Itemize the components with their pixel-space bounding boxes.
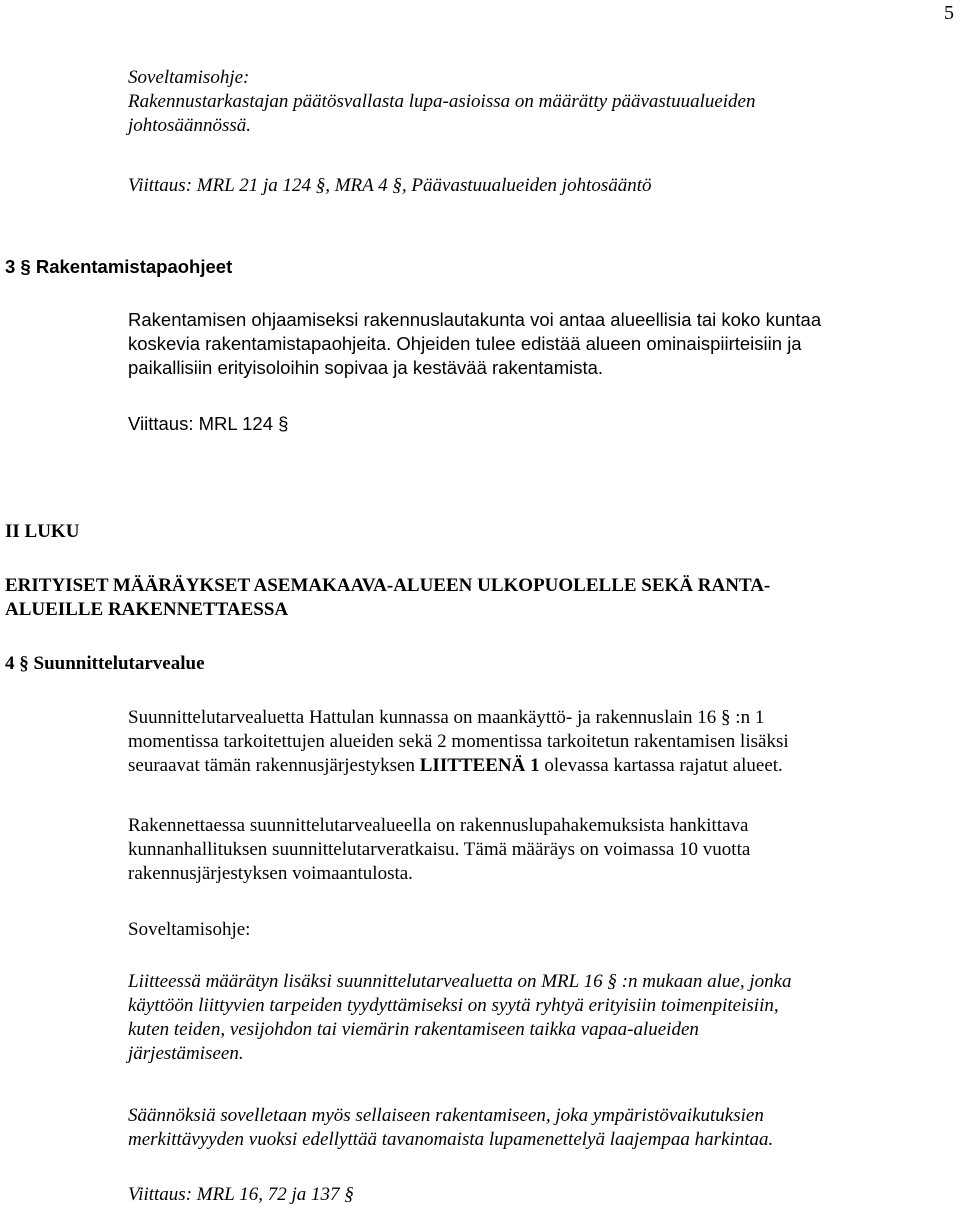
paragraph-line: Suunnittelutarvealuetta Hattulan kunnassa on maankäyttö- ja rakennuslain 16 § :n 1 <box>128 707 765 728</box>
paragraph-line: koskevia rakentamistapaohjeita. Ohjeiden tulee edistää alueen ominaispiirteisiin ja <box>128 333 802 354</box>
paragraph-line: järjestämiseen. <box>128 1043 244 1064</box>
application-note-line: johtosäännössä. <box>128 115 251 136</box>
paragraph-line: paikallisiin erityisoloihin sopivaa ja kestävää rakentamista. <box>128 357 604 378</box>
paragraph-line: käyttöön liittyvien tarpeiden tyydyttämiseksi on syytä ryhtyä erityisiin toimenpiteisiin, <box>128 995 779 1016</box>
reference-1: Viittaus: MRL 21 ja 124 §, MRA 4 §, Päävastuualueiden johtosääntö <box>128 175 652 196</box>
paragraph-line: rakennusjärjestyksen voimaantulosta. <box>128 863 413 884</box>
paragraph-line: Säännöksiä sovelletaan myös sellaiseen rakentamiseen, joka ympäristövaikutuksien <box>128 1105 764 1126</box>
section-heading-3: 3 § Rakentamistapaohjeet <box>5 256 233 277</box>
permit-paragraph <box>128 814 948 886</box>
application-note-label: Soveltamisohje: <box>128 67 250 88</box>
application-note-2-label: Soveltamisohje: <box>128 919 251 940</box>
paragraph-line: kuten teiden, vesijohdon tai viemärin rakentamiseen taikka vapaa-alueiden <box>128 1019 699 1040</box>
application-note-1 <box>128 66 948 138</box>
chapter-title: ERITYISET MÄÄRÄYKSET ASEMAKAAVA-ALUEEN ULKOPUOLELLE SEKÄ RANTA- ALUEILLE RAKENNETTAESSA <box>5 575 771 620</box>
paragraph-line: Liitteessä määrätyn lisäksi suunnittelutarvealuetta on MRL 16 § :n mukaan alue, jonka <box>128 971 792 992</box>
application-note-line: Rakennustarkastajan päätösvallasta lupa-asioissa on määrätty päävastuualueiden <box>128 91 756 112</box>
regulations-paragraph <box>128 1104 948 1152</box>
planning-area-paragraph <box>128 706 948 778</box>
paragraph-line: Rakennettaessa suunnittelutarvealueella on rakennuslupahakemuksista hankittava <box>128 815 749 836</box>
reference-2: Viittaus: MRL 124 § <box>128 413 289 434</box>
paragraph-line: kunnanhallituksen suunnittelutarveratkaisu. Tämä määräys on voimassa 10 vuotta <box>128 839 751 860</box>
reference-3: Viittaus: MRL 16, 72 ja 137 § <box>128 1184 354 1205</box>
appendix-note-paragraph <box>128 970 948 1066</box>
paragraph-line: momentissa tarkoitettujen alueiden sekä 2 momentissa tarkoitetun rakentamisen lisäksi <box>128 731 789 752</box>
paragraph-line: merkittävyyden vuoksi edellyttää tavanomaista lupamenettelyä laajempaa harkintaa. <box>128 1129 774 1150</box>
paragraph-line: Rakentamisen ohjaamiseksi rakennuslautakunta voi antaa alueellisia tai koko kuntaa <box>128 309 822 330</box>
appendix-reference: LIITTEENÄ 1 <box>419 755 540 776</box>
paragraph-line: seuraavat tämän rakennusjärjestyksen LIITTEENÄ 1 olevassa kartassa rajatut alueet. <box>128 755 783 776</box>
section-heading-4: 4 § Suunnittelutarvealue <box>5 653 205 674</box>
chapter-heading: II LUKU <box>5 521 80 542</box>
building-guidance-paragraph <box>128 308 948 380</box>
page-number: 5 <box>944 2 954 24</box>
